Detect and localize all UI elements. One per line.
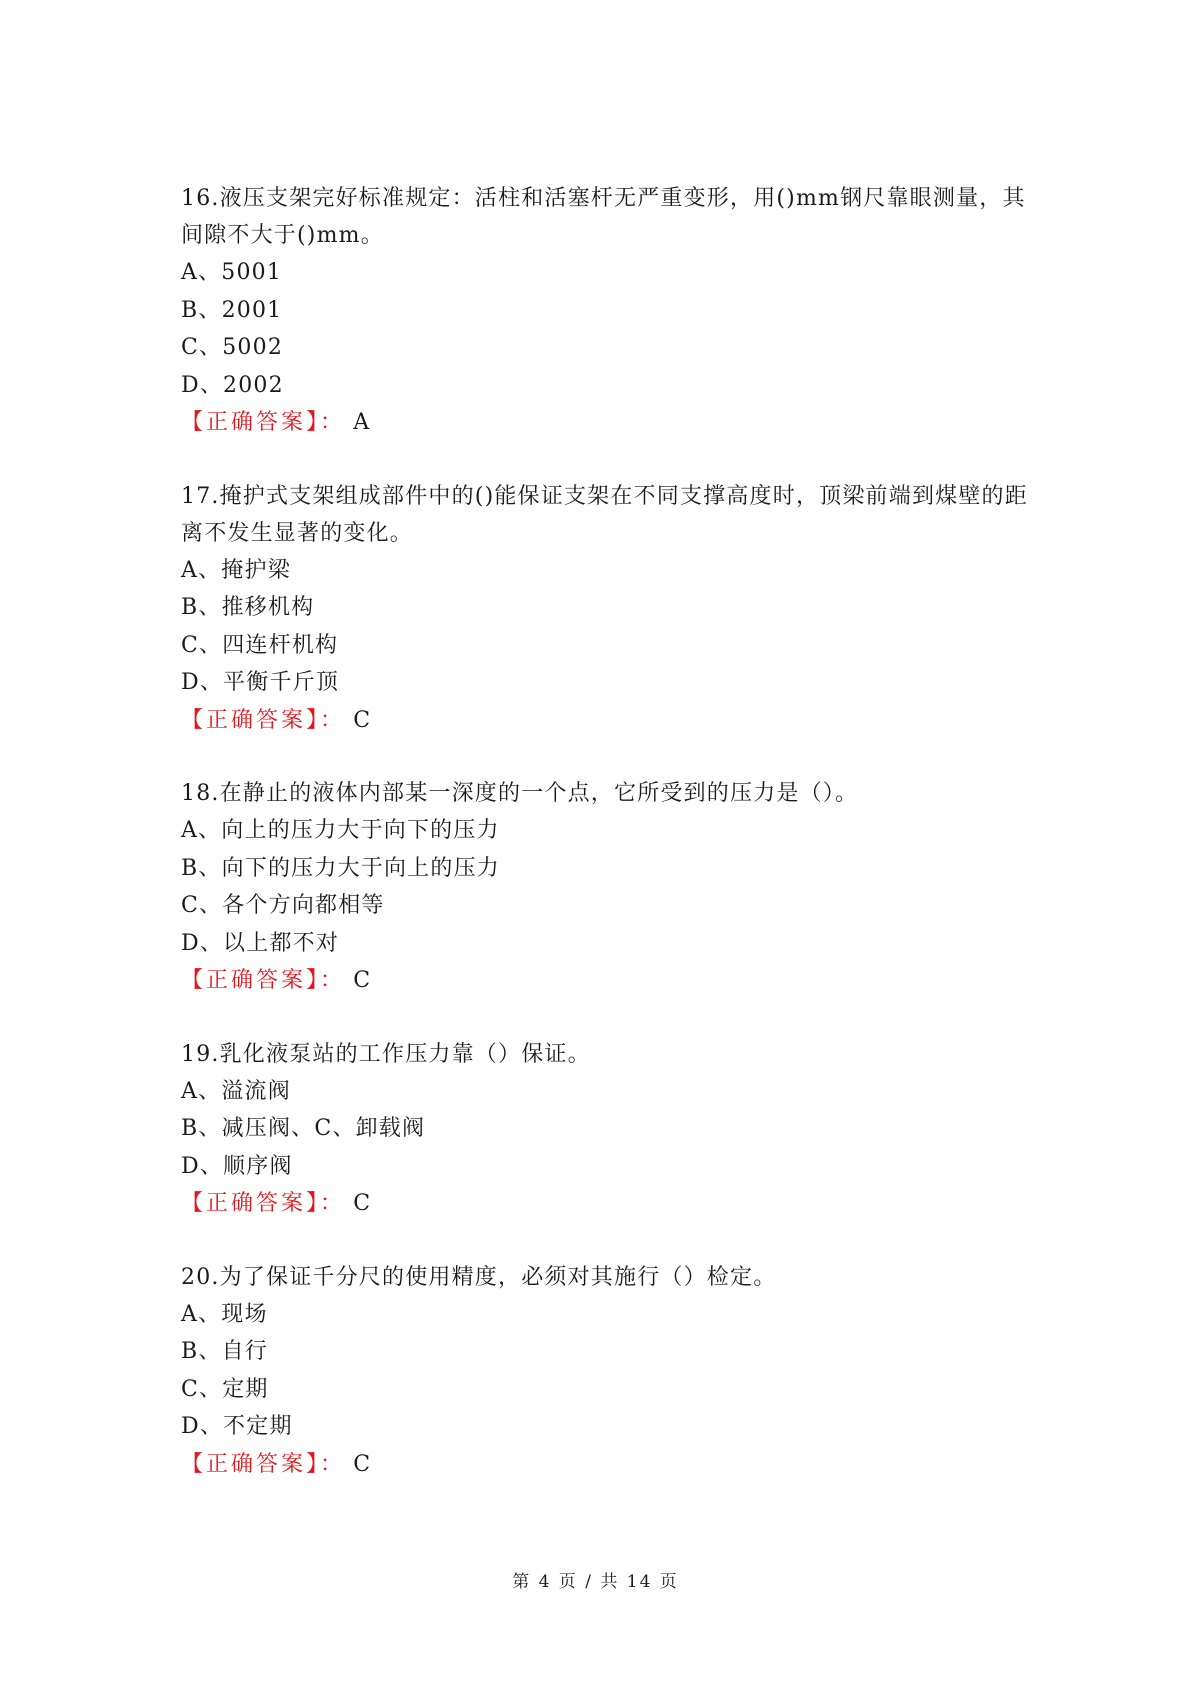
answer-label: 【正确答案】 xyxy=(181,410,321,435)
answer-value: A xyxy=(353,410,371,435)
correct-answer xyxy=(181,1185,1031,1223)
page-number: 第 4 页 / 共 14 页 xyxy=(512,1572,679,1592)
option-d: D、不定期 xyxy=(181,1414,293,1439)
option-d: D、平衡千斤顶 xyxy=(181,670,340,695)
answer-colon: ： xyxy=(320,707,344,733)
question-18 xyxy=(181,775,1031,1000)
answer-value: C xyxy=(353,1451,372,1477)
answer-colon: ： xyxy=(320,1191,344,1216)
answer-colon: ： xyxy=(320,968,344,993)
question-20 xyxy=(181,1259,1031,1484)
answer-colon: ： xyxy=(320,410,344,435)
question-stem: 19.乳化液泵站的工作压力靠（）保证。 xyxy=(181,1041,591,1067)
option-a: A、向上的压力大于向下的压力 xyxy=(181,818,500,843)
option-a: A、现场 xyxy=(181,1301,268,1327)
option-a: A、掩护梁 xyxy=(181,557,291,583)
option-a: A、溢流阀 xyxy=(181,1078,291,1104)
option-c: C、定期 xyxy=(181,1376,269,1402)
correct-answer xyxy=(181,962,1031,1000)
question-stem: 20.为了保证千分尺的使用精度，必须对其施行（）检定。 xyxy=(181,1264,777,1290)
answer-label: 【正确答案】 xyxy=(181,1451,321,1477)
question-stem: 16.液压支架完好标准规定：活柱和活塞杆无严重变形，用()mm钢尺靠眼测量，其间隙不大于()mm。 xyxy=(181,186,1026,248)
answer-colon: ： xyxy=(320,1451,344,1477)
correct-answer xyxy=(181,702,1031,740)
answer-value: C xyxy=(353,1191,372,1216)
correct-answer xyxy=(181,1446,1031,1484)
answer-label: 【正确答案】 xyxy=(181,968,321,993)
question-stem: 18.在静止的液体内部某一深度的一个点，它所受到的压力是（）。 xyxy=(181,781,859,806)
option-b: B、向下的压力大于向上的压力 xyxy=(181,855,500,881)
answer-label: 【正确答案】 xyxy=(181,707,321,733)
option-b: B、推移机构 xyxy=(181,595,315,620)
option-d: D、2002 xyxy=(181,372,284,398)
option-b-c: B、减压阀、C、卸载阀 xyxy=(181,1116,426,1141)
answer-value: C xyxy=(353,707,372,733)
option-b: B、自行 xyxy=(181,1339,268,1364)
question-17 xyxy=(181,478,1031,740)
option-a: A、5001 xyxy=(181,260,283,285)
question-19 xyxy=(181,1036,1031,1223)
option-c: C、5002 xyxy=(181,335,284,360)
option-c: C、各个方向都相等 xyxy=(181,893,385,918)
correct-answer xyxy=(181,404,1031,442)
option-d: D、以上都不对 xyxy=(181,930,340,956)
option-d: D、顺序阀 xyxy=(181,1153,293,1179)
question-list xyxy=(181,180,1031,1519)
answer-value: C xyxy=(353,968,372,993)
option-b: B、2001 xyxy=(181,297,283,323)
question-stem: 17.掩护式支架组成部件中的()能保证支架在不同支撑高度时，顶梁前端到煤壁的距离不发生显著的变化。 xyxy=(181,483,1028,546)
answer-label: 【正确答案】 xyxy=(181,1191,321,1216)
option-c: C、四连杆机构 xyxy=(181,632,339,658)
question-16 xyxy=(181,180,1031,442)
